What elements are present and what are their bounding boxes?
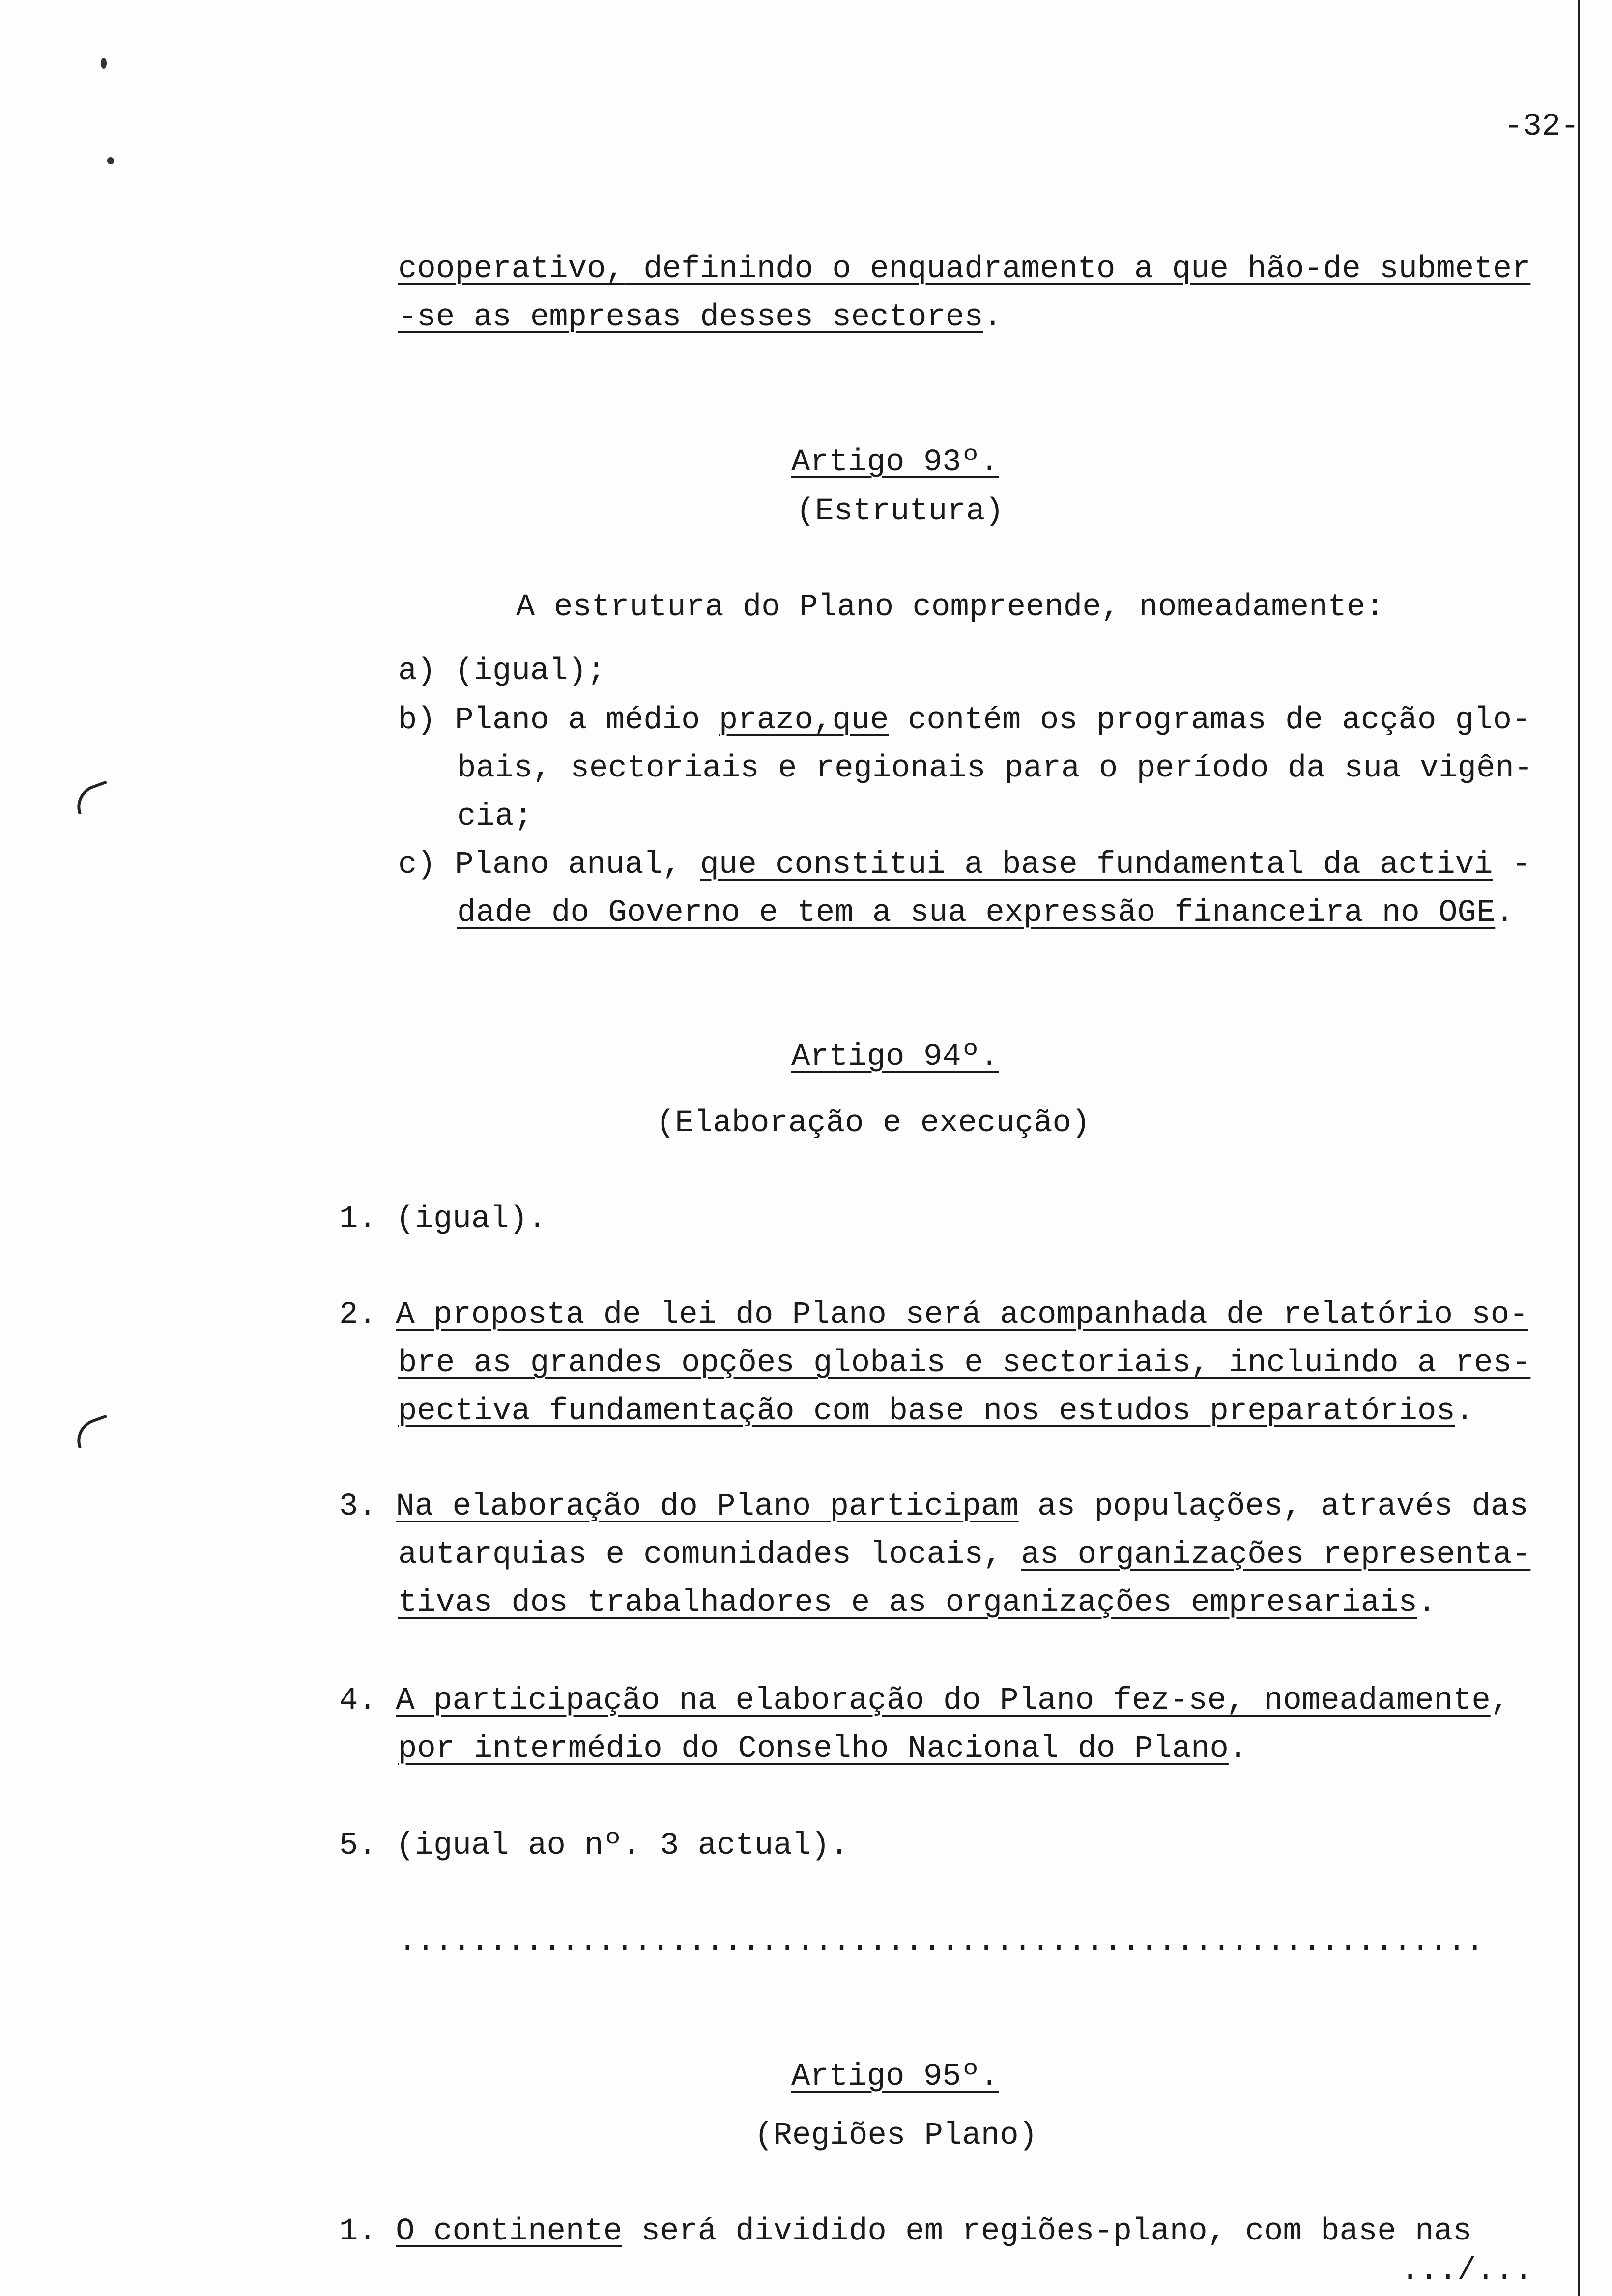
article-94-paragraph-2-line-2: bre as grandes opções globais e sectoriais, incluindo a res- [398, 1346, 1531, 1381]
article-94-heading: Artigo 94º. [791, 1039, 999, 1075]
article-93-subtitle: (Estrutura) [796, 494, 1004, 529]
article-95-subtitle: (Regiões Plano) [754, 2118, 1038, 2153]
article-93-item-b-line-1: b) Plano a médio prazo,que contém os programas de acção glo- [398, 703, 1531, 738]
continuation-marker: .../... [1401, 2253, 1533, 2289]
scan-mark [71, 1414, 114, 1448]
elision-dots: ............................................................ [398, 1924, 1484, 1959]
article-94-paragraph-3-line-2: autarquias e comunidades locais, as organizações representa- [398, 1537, 1531, 1573]
article-94-paragraph-2-line-1: 2. A proposta de lei do Plano será acompanhada de relatório so- [339, 1297, 1528, 1333]
article-94-paragraph-2-line-3: pectiva fundamentação com base nos estudos preparatórios. [398, 1394, 1474, 1429]
scan-mark [107, 157, 114, 164]
scan-mark [101, 58, 107, 69]
intro-line-2: -se as empresas desses sectores. [398, 300, 1002, 335]
article-94-paragraph-1: 1. (igual). [339, 1202, 547, 1237]
article-94-paragraph-4-line-1: 4. A participação na elaboração do Plano fez-se, nomeadamente, [339, 1683, 1510, 1719]
article-94-subtitle: (Elaboração e execução) [656, 1106, 1091, 1141]
scan-mark [71, 780, 114, 814]
article-93-lead: A estrutura do Plano compreende, nomeadamente: [516, 590, 1384, 625]
page-number: -32- [1504, 109, 1580, 144]
article-93-item-b-line-3: cia; [457, 799, 533, 834]
article-94-paragraph-4-line-2: por intermédio do Conselho Nacional do Plano. [398, 1731, 1248, 1767]
page-edge-line [1578, 0, 1580, 2296]
article-93-item-a: a) (igual); [398, 654, 606, 689]
article-95-paragraph-1: 1. O continente será dividido em regiões-plano, com base nas [339, 2214, 1472, 2249]
article-94-paragraph-3-line-1: 3. Na elaboração do Plano participam as populações, através das [339, 1489, 1528, 1524]
article-94-paragraph-5: 5. (igual ao nº. 3 actual). [339, 1828, 849, 1864]
article-93-item-c-line-2: dade do Governo e tem a sua expressão financeira no OGE. [457, 895, 1514, 931]
article-93-item-c-line-1: c) Plano anual, que constitui a base fundamental da activi - [398, 847, 1531, 883]
article-93-item-b-line-2: bais, sectoriais e regionais para o período da sua vigên- [457, 751, 1533, 786]
intro-line-1: cooperativo, definindo o enquadramento a que hão-de submeter [398, 252, 1531, 287]
article-95-heading: Artigo 95º. [791, 2059, 999, 2095]
article-94-paragraph-3-line-3: tivas dos trabalhadores e as organizações empresariais. [398, 1585, 1437, 1621]
article-93-heading: Artigo 93º. [791, 445, 999, 480]
